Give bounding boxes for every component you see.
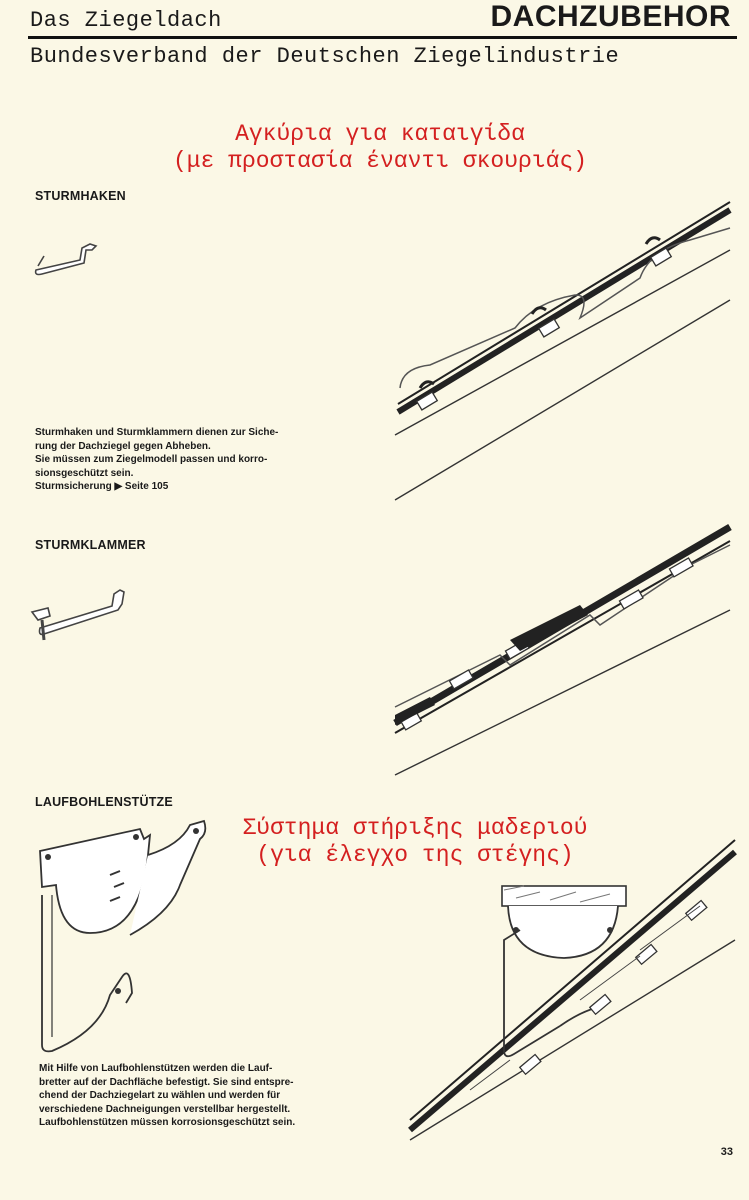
- heading-laufbohlenstuetze: LAUFBOHLENSTÜTZE: [35, 795, 173, 809]
- cross-reference-link: Sturmsicherung ▶ Seite 105: [35, 481, 169, 493]
- text-line: sionsgeschützt sein.: [35, 467, 134, 479]
- text-line: bretter auf der Dachfläche befestigt. Sie sind entspre-: [39, 1076, 294, 1088]
- header-rule: [28, 36, 737, 39]
- text-line: Mit Hilfe von Laufbohlenstützen werden die Lauf-: [39, 1063, 273, 1074]
- publisher-line: Bundesverband der Deutschen Ziegelindustrie: [30, 44, 620, 69]
- greek-annotation-storm-anchors: [80, 121, 680, 175]
- greek-annotation-line: Σύστημα στήριξης μαδεριού: [242, 815, 588, 841]
- roof-tile-section-sturmhaken: [390, 190, 735, 510]
- section-title: DACHZUBEHOR: [490, 0, 731, 33]
- roof-tile-section-sturmklammer: [390, 505, 735, 785]
- heading-sturmhaken: STURMHAKEN: [35, 189, 126, 203]
- sturmhaken-illustration: [30, 236, 102, 278]
- greek-annotation-line: (με προστασία έναντι σκουριάς): [172, 148, 588, 174]
- laufbohlenstuetze-illustration: [30, 815, 220, 1055]
- text-line: rung der Dachziegel gegen Abheben.: [35, 440, 211, 452]
- text-line: Sie müssen zum Ziegelmodell passen und korro-: [35, 454, 268, 466]
- roof-section-laufbohlenstuetze: [400, 840, 740, 1145]
- text-line: verschiedene Dachneigungen verstellbar hergestellt.: [39, 1103, 291, 1115]
- text-line: Laufbohlenstützen müssen korrosionsgeschützt sein.: [39, 1117, 296, 1129]
- greek-annotation-line: Αγκύρια για καταιγίδα: [235, 121, 525, 147]
- page-number: 33: [720, 1146, 733, 1158]
- sturmhaken-description: [35, 426, 380, 494]
- text-line: Sturmhaken und Sturmklammern dienen zur Siche-: [35, 427, 279, 438]
- greek-annotation-line: (για έλεγχο της στέγης): [256, 842, 574, 868]
- sturmklammer-illustration: [28, 582, 128, 646]
- heading-sturmklammer: STURMKLAMMER: [35, 538, 146, 552]
- text-line: chend der Dachziegelart zu wählen und werden für: [39, 1090, 281, 1102]
- document-title: Das Ziegeldach: [30, 8, 222, 33]
- laufbohlenstuetze-description: [39, 1062, 384, 1130]
